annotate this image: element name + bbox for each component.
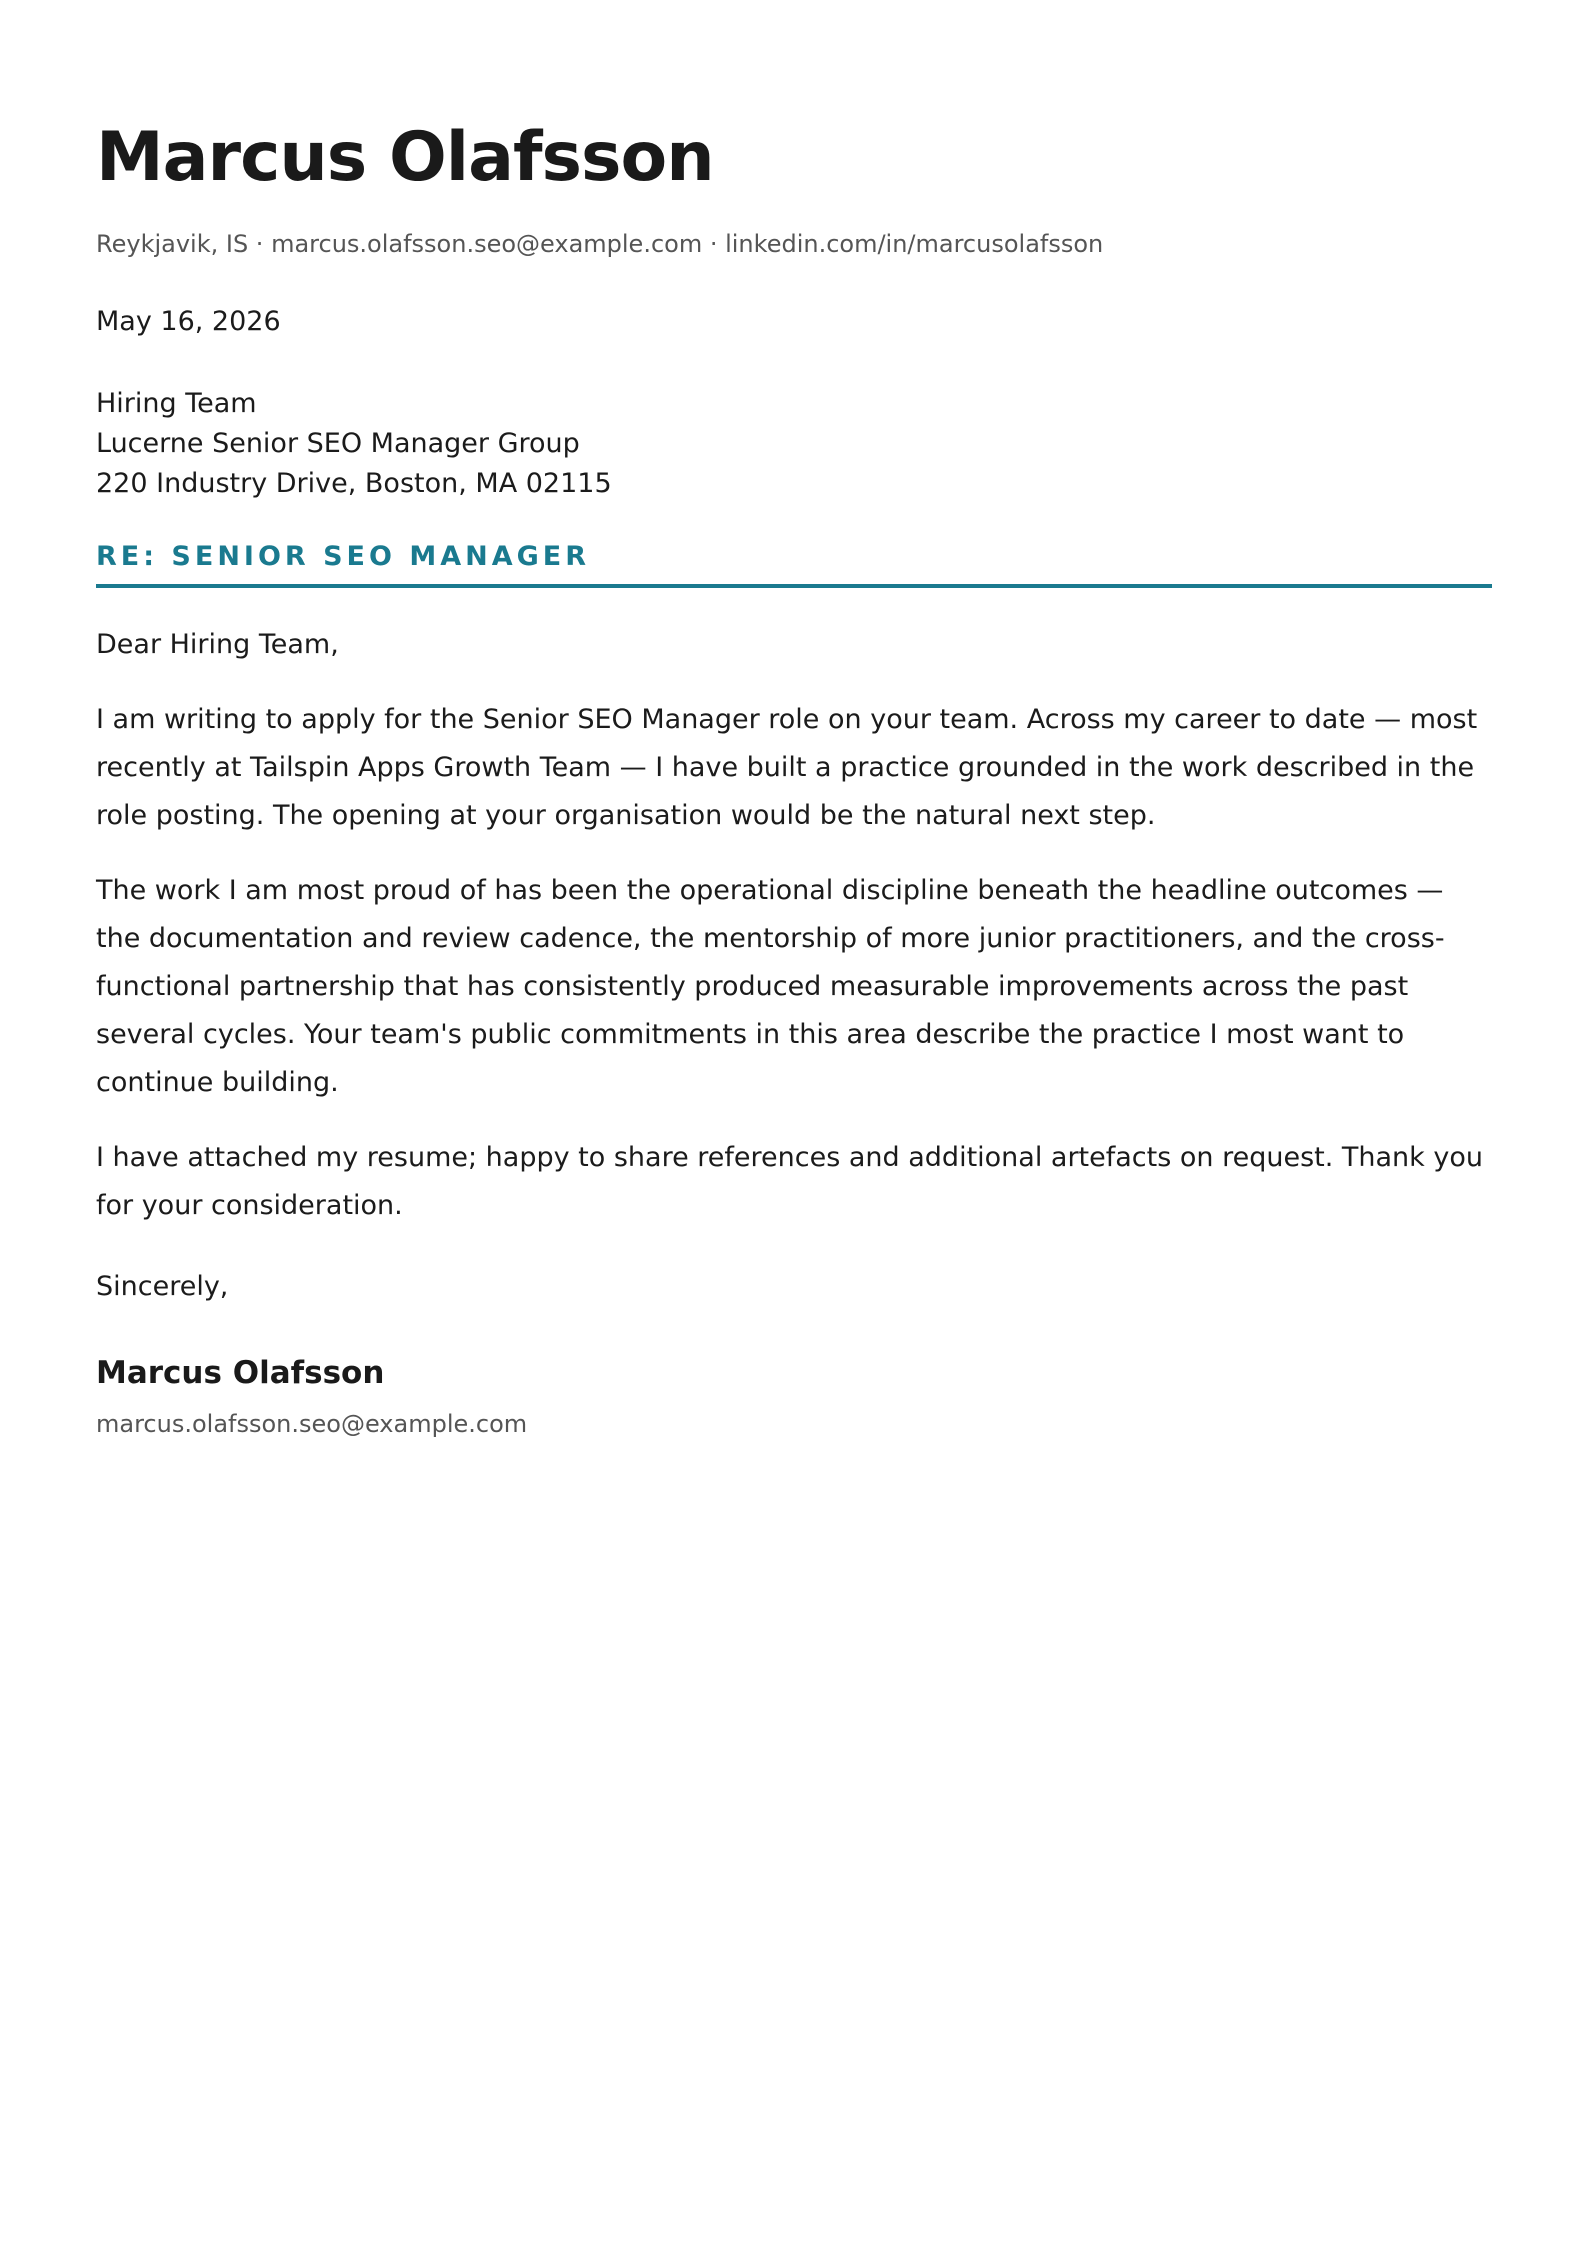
body-paragraph-2: The work I am most proud of has been the operational discipline beneath the headline outcomes — the documentation and review cadence, the mentorship of more junior practitioners, and the cross-functional partnership that has consistently produced measurable improvements across the past several cycles. Your team's public commitments in this area describe the practice I most want to continue building. — [96, 875, 1445, 1098]
body-paragraph-3: I have attached my resume; happy to share references and additional artefacts on request. Thank you for your consideration. — [96, 1142, 1483, 1221]
closing: Sincerely, — [96, 1271, 229, 1302]
body-paragraph-1: I am writing to apply for the Senior SEO Manager role on your team. Across my career to date — most recently at Tailspin Apps Growth Team — I have built a practice grounded in the work described in the role posting. The opening at your organisation would be the natural next step. — [96, 704, 1478, 831]
salutation: Dear Hiring Team, — [96, 629, 339, 660]
recipient-line-address: 220 Industry Drive, Boston, MA 02115 — [96, 468, 612, 499]
signature-name: Marcus Olafsson — [96, 1355, 385, 1391]
recipient-block — [96, 384, 1492, 504]
applicant-name: Marcus Olafsson — [96, 118, 714, 197]
subject-heading: RE: SENIOR SEO MANAGER — [96, 540, 1492, 588]
contact-info: Reykjavik, IS · marcus.olafsson.seo@example.com · linkedin.com/in/marcusolafsson — [96, 230, 1104, 258]
recipient-line-company: Lucerne Senior SEO Manager Group — [96, 428, 580, 459]
signature-email: marcus.olafsson.seo@example.com — [96, 1410, 528, 1438]
recipient-line-team: Hiring Team — [96, 388, 257, 419]
letter-date: May 16, 2026 — [96, 306, 281, 337]
